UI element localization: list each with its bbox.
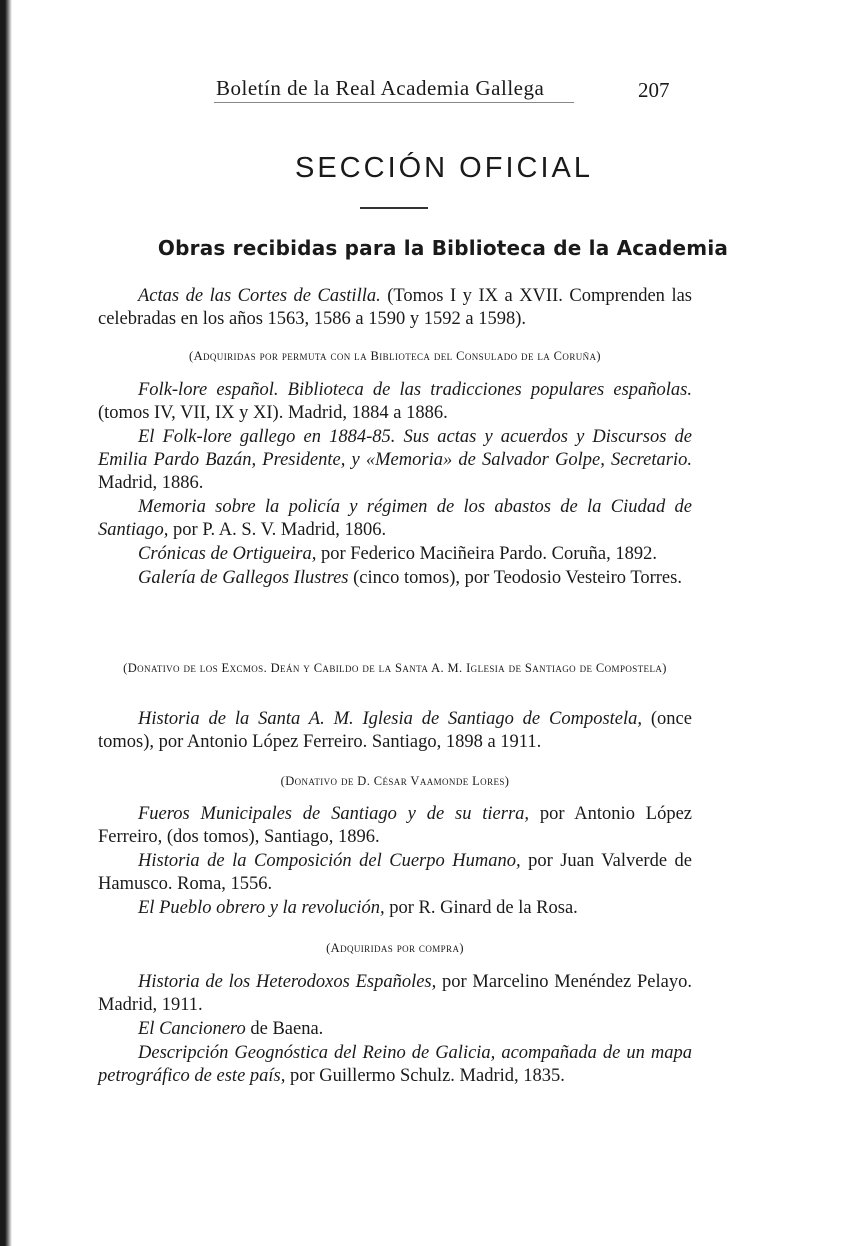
- book-entry: El Pueblo obrero y la revolución, por R. Ginard de la Rosa.: [138, 898, 578, 918]
- book-entry: Historia de la Composición del Cuerpo Humano, por Juan Valverde de Hamusco. Roma, 1556.: [98, 851, 692, 894]
- entries-group-1: [98, 285, 692, 332]
- book-entry: Folk-lore español. Biblioteca de las tradicciones populares españolas. (tomos IV, VII, IX y XI). Madrid, 1884 a 1886.: [98, 380, 692, 423]
- book-entry: El Folk-lore gallego en 1884-85. Sus actas y acuerdos y Discursos de Emilia Pardo Bazán, Presidente, y «Memoria» de Salvador Golpe, Secretario. Madrid, 1886.: [98, 427, 692, 493]
- book-entry: Crónicas de Ortigueira, por Federico Maciñeira Pardo. Coruña, 1892.: [138, 544, 657, 564]
- running-header: Boletín de la Real Academia Gallega: [216, 76, 545, 100]
- entries-group-4: [98, 803, 692, 921]
- acquisition-note: (Adquiridas por permuta con la Biblioteca del Consulado de la Coruña): [189, 349, 601, 363]
- entries-group-3: [98, 708, 692, 755]
- book-entry: Galería de Gallegos Ilustres (cinco tomos), por Teodosio Vesteiro Torres.: [138, 568, 682, 588]
- book-entry: El Cancionero de Baena.: [138, 1019, 324, 1039]
- acquisition-note: (Donativo de D. César Vaamonde Lores): [280, 774, 510, 788]
- scan-binding-edge: [0, 0, 12, 1246]
- book-entry: Descripción Geognóstica del Reino de Galicia, acompañada de un mapa petrográfico de este país, por Guillermo Schulz. Madrid, 1835.: [98, 1043, 692, 1086]
- acquisition-note: (Adquiridas por compra): [326, 941, 464, 955]
- subheading: Obras recibidas para la Biblioteca de la Academia: [157, 236, 729, 260]
- book-entry: Fueros Municipales de Santiago y de su tierra, por Antonio López Ferreiro, (dos tomos), Santiago, 1896.: [98, 804, 692, 847]
- header-rule: [214, 102, 574, 103]
- acquisition-note: (Donativo de los Excmos. Deán y Cabildo de la Santa A. M. Iglesia de Santiago de Compostela): [123, 661, 667, 675]
- page-number: 207: [638, 78, 670, 102]
- entries-group-2: [98, 379, 692, 591]
- book-entry: Historia de los Heterodoxos Españoles, por Marcelino Menéndez Pelayo. Madrid, 1911.: [98, 972, 692, 1015]
- title-rule: [360, 207, 428, 209]
- section-title: SECCIÓN OFICIAL: [295, 152, 593, 184]
- book-entry: Actas de las Cortes de Castilla. (Tomos I y IX a XVII. Comprenden las celebradas en los años 1563, 1586 a 1590 y 1592 a 1598).: [98, 286, 692, 329]
- book-entry: Historia de la Santa A. M. Iglesia de Santiago de Compostela, (once tomos), por Antonio López Ferreiro. Santiago, 1898 a 1911.: [98, 709, 692, 752]
- book-entry: Memoria sobre la policía y régimen de los abastos de la Ciudad de Santiago, por P. A. S. V. Madrid, 1806.: [98, 497, 692, 540]
- entries-group-5: [98, 971, 692, 1089]
